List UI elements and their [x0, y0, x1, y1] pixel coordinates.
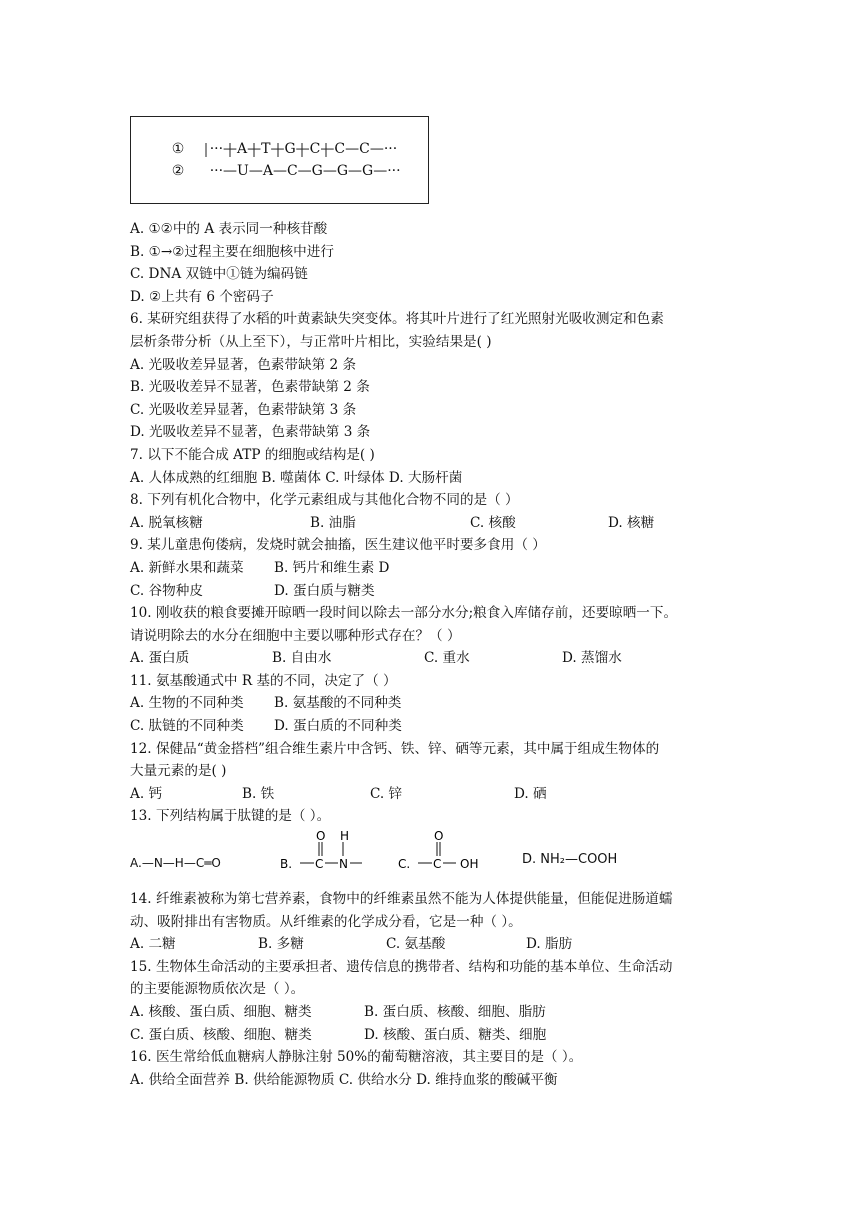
q15-options-row2: [130, 1024, 750, 1047]
q14-options: [130, 933, 750, 956]
q13-b-carbon: C: [315, 857, 324, 872]
q13-c-carbon: C: [433, 857, 442, 872]
q13-c-hydroxyl: OH: [460, 857, 479, 872]
q10-stem-line2: 请说明除去的水分在细胞中主要以哪种形式存在？（ ）: [130, 627, 461, 644]
q9-option-d: D. 蛋白质与糖类: [274, 582, 375, 599]
sequence-row-2-label: ②: [171, 163, 185, 179]
q12-options: [130, 783, 750, 806]
q8-option-a: A. 脱氧核糖: [130, 514, 203, 531]
q6-option-c: C. 光吸收差异显著，色素带缺第 3 条: [130, 401, 357, 418]
q5-option-a: A. ①②中的 A 表示同一种核苷酸: [130, 221, 328, 237]
q6-option-d: D. 光吸收差异不显著，色素带缺第 3 条: [130, 424, 371, 441]
q12-option-b: B. 铁: [242, 785, 275, 802]
q6-stem-line2: 层析条带分析（从上至下），与正常叶片相比，实验结果是( ): [130, 333, 492, 350]
q13-c-label: C.: [398, 857, 411, 872]
q13-c-oxygen: O: [434, 829, 444, 844]
q10-options: [130, 647, 750, 670]
q15-option-a: A. 核酸、蛋白质、细胞、糖类: [130, 1004, 312, 1020]
q14-stem-line2: 动、吸附排出有害物质。从纤维素的化学成分看，它是一种（ ）。: [130, 913, 522, 930]
q6-option-b: B. 光吸收差异不显著，色素带缺第 2 条: [130, 379, 370, 396]
q11-stem: 11. 氨基酸通式中 R 基的不同，决定了（ ）: [130, 672, 397, 689]
q6-stem-line1: 6. 某研究组获得了水稻的叶黄素缺失突变体。将其叶片进行了红光照射光吸收测定和色素: [130, 311, 664, 328]
q11-options-row2: [130, 715, 750, 738]
q13-option-b: [280, 828, 380, 888]
q13-option-a: A.—N—H—C═O: [130, 856, 221, 871]
q8-option-c: C. 核酸: [470, 514, 516, 531]
q10-option-d: D. 蒸馏水: [562, 650, 622, 667]
q12-stem-line2: 大量元素的是( ): [130, 763, 227, 780]
q13-structures: [130, 828, 750, 888]
q13-b-oxygen: O: [316, 829, 326, 844]
q12-option-a: A. 钙: [130, 785, 163, 802]
q16-options: A. 供给全面营养 B. 供给能源物质 C. 供给水分 D. 维持血浆的酸碱平衡: [130, 1071, 558, 1088]
q13-option-b-structure: [280, 828, 380, 888]
q9-option-b: B. 钙片和维生素 D: [274, 559, 390, 576]
q15-stem-line2: 的主要能源物质依次是（ ）。: [130, 981, 305, 998]
q12-stem-line1: 12. 保健品“黄金搭档”组合维生素片中含钙、铁、锌、硒等元素，其中属于组成生物体的: [130, 740, 660, 757]
sequence-box: [130, 116, 429, 204]
q13-b-nitrogen: N: [339, 857, 348, 872]
q5-option-b: B. ①→②过程主要在细胞核中进行: [130, 243, 334, 260]
q6-option-a: A. 光吸收差异显著，色素带缺第 2 条: [130, 356, 357, 373]
q10-option-b: B. 自由水: [272, 650, 332, 667]
q10-option-c: C. 重水: [424, 650, 470, 667]
q15-option-b: B. 蛋白质、核酸、细胞、脂肪: [364, 1004, 546, 1020]
q7-stem: 7. 以下不能合成 ATP 的细胞或结构是( ): [130, 446, 375, 463]
q14-option-b: B. 多糖: [258, 936, 304, 953]
q13-option-c: [398, 828, 508, 888]
q11-options-row1: [130, 692, 750, 715]
q10-stem-line1: 10. 刚收获的粮食要摊开晾晒一段时间以除去一部分水分;粮食入库储存前，还要晾晒一下。: [130, 605, 678, 622]
q9-option-a: A. 新鲜水果和蔬菜: [130, 559, 244, 576]
sequence-row-2-bases: ···—U—A—C—G—G—G—···: [209, 163, 401, 179]
question-list: [130, 218, 750, 1091]
q11-option-a: A. 生物的不同种类: [130, 695, 244, 712]
q9-stem: 9. 某儿童患佝偻病，发烧时就会抽搐，医生建议他平时要多食用（ ）: [130, 537, 546, 554]
q11-option-c: C. 肽链的不同种类: [130, 718, 244, 735]
q11-option-d: D. 蛋白质的不同种类: [274, 718, 402, 735]
q14-option-d: D. 脂肪: [526, 936, 573, 953]
q15-stem-line1: 15. 生物体生命活动的主要承担者、遗传信息的携带者、结构和功能的基本单位、生命活动: [130, 958, 673, 975]
sequence-row-1-label: ①: [171, 141, 185, 157]
q8-stem: 8. 下列有机化合物中，化学元素组成与其他化合物不同的是（ ）: [130, 492, 519, 509]
q13-option-d: D. NH₂—COOH: [522, 852, 618, 868]
q11-option-b: B. 氨基酸的不同种类: [274, 695, 402, 712]
q10-option-a: A. 蛋白质: [130, 650, 190, 667]
q8-options: [130, 512, 750, 535]
q9-options-row1: [130, 557, 750, 580]
q15-option-d: D. 核酸、蛋白质、糖类、细胞: [364, 1026, 547, 1043]
pairing-ticks: [131, 117, 431, 205]
q15-option-c: C. 蛋白质、核酸、细胞、糖类: [130, 1026, 312, 1043]
q14-option-a: A. 二糖: [130, 936, 176, 953]
q5-option-c: C. DNA 双链中①链为编码链: [130, 266, 308, 283]
q13-option-c-structure: [398, 828, 508, 888]
q5-option-d: D. ②上共有 6 个密码子: [130, 288, 274, 305]
q7-options: A. 人体成熟的红细胞 B. 噬菌体 C. 叶绿体 D. 大肠杆菌: [130, 469, 463, 486]
sequence-row-1-bases: ···—A—T—G—C—C—C—···: [209, 141, 398, 157]
q13-b-hydrogen: H: [340, 829, 350, 844]
q9-options-row2: [130, 580, 750, 603]
q9-option-c: C. 谷物种皮: [130, 582, 203, 599]
q13-stem: 13. 下列结构属于肽键的是（ ）。: [130, 808, 331, 825]
q15-options-row1: [130, 1001, 750, 1024]
q8-option-b: B. 油脂: [310, 514, 356, 531]
q12-option-d: D. 硒: [514, 785, 547, 802]
q14-stem-line1: 14. 纤维素被称为第七营养素，食物中的纤维素虽然不能为人体提供能量，但能促进肠道蠕: [130, 891, 673, 908]
q16-stem: 16. 医生常给低血糖病人静脉注射 50%的葡萄糖溶液，其主要目的是（ ）。: [130, 1049, 583, 1066]
q14-option-c: C. 氨基酸: [386, 936, 446, 953]
q12-option-c: C. 锌: [370, 785, 403, 802]
q8-option-d: D. 核糖: [608, 514, 655, 531]
q13-b-label: B.: [280, 857, 293, 872]
